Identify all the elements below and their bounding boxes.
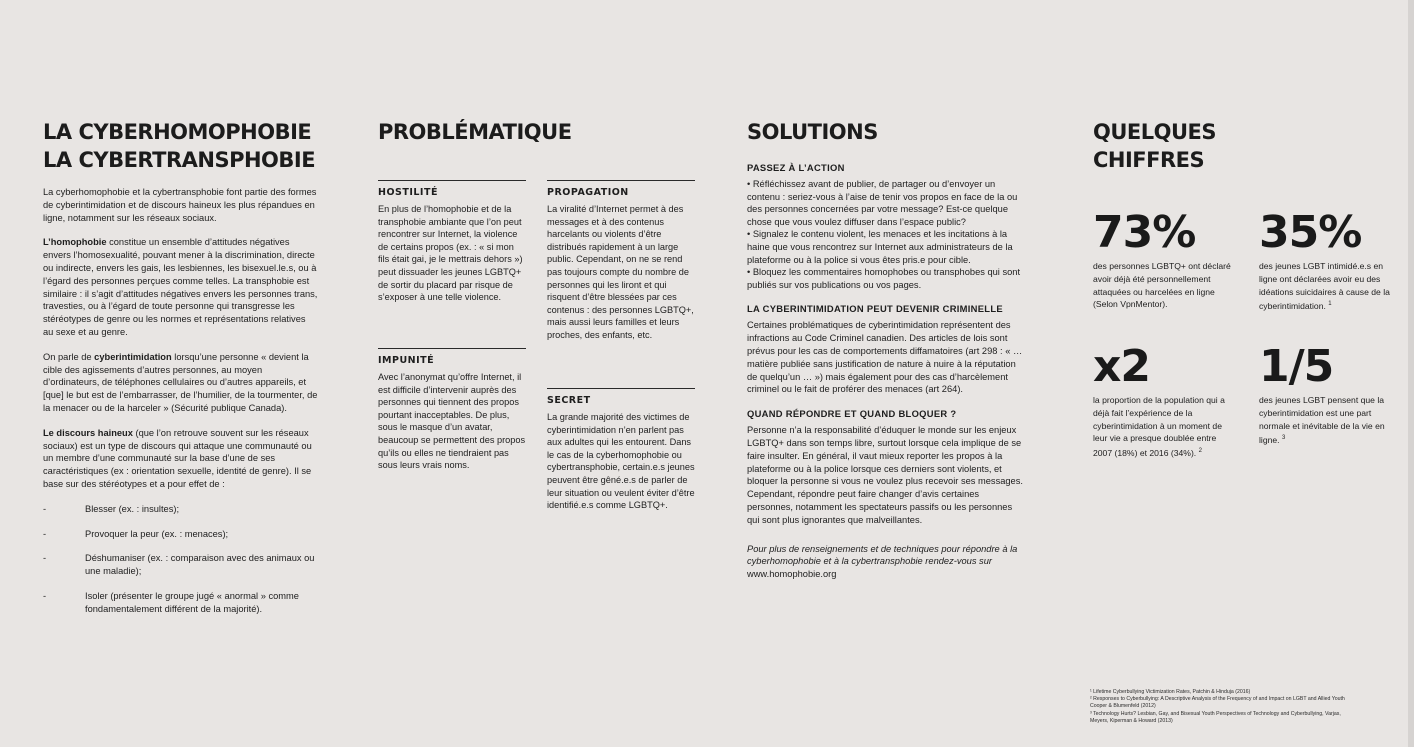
discours-paragraph: [43, 427, 318, 491]
impunite-block: [378, 348, 526, 472]
note-text: Pour plus de renseignements et de techniques pour répondre à la cyberhomophobie et à la cybertransphobie rendez-vous sur: [747, 543, 1018, 567]
secret-block: [547, 388, 695, 512]
action-section: [747, 162, 1025, 291]
col1-title-line2: LA CYBERTRANSPHOBIE: [43, 148, 316, 172]
stat-value: 73%: [1093, 207, 1196, 258]
stat-value: 35%: [1259, 207, 1362, 258]
column-cyberhomophobie: [43, 118, 318, 628]
stat-description: des personnes LGBTQ+ ont déclaré avoir déjà été personnellement attaquées ou harcelées en ligne (Selon VpnMentor).: [1093, 261, 1231, 310]
stat-text: [1259, 394, 1399, 447]
stat-description: des jeunes LGBT intimidé.e.s en ligne ont déclarées avoir eu des idéations suicidaires à cause de la cyberintimidation.: [1259, 261, 1390, 312]
impunite-title: IMPUNITÉ: [378, 355, 435, 366]
list-item: [43, 528, 318, 541]
criminelle-section: [747, 303, 1025, 396]
effects-list: [43, 503, 318, 616]
stat-block: [1093, 341, 1233, 460]
list-item-text: Provoquer la peur (ex. : menaces);: [85, 528, 229, 539]
secret-text: La grande majorité des victimes de cyberintimidation n’en parlent pas aux adultes qui les entourent. Dans le cas de la cyberhomophobie ou cybertransphobie, certain.e.s jeunes peuvent être gêné.e.s de parler de leur situation ou veulent éviter d’être identifié.e.s comme LGBTQ+.: [547, 412, 695, 511]
footnote-ref: 3: [1281, 435, 1286, 442]
col2-title: PROBLÉMATIQUE: [378, 120, 572, 144]
col4-title-line2: CHIFFRES: [1093, 148, 1205, 172]
propagation-text: La viralité d’Internet permet à des messages et à des contenus harcelants ou violents d’être distribués rapidement à un large public. Cependant, on ne se rend pas toujours compte du nombre de personnes qui les liront et qui risquent d’être blessées par ces contenus : des personnes LGBTQ+, mais aussi leurs familles et leurs proches, des enfants, etc.: [547, 204, 694, 340]
discours-text: (que l’on retrouve souvent sur les réseaux sociaux) est un type de discours qui attaque une communauté ou un membre d’une communauté sur la base d’une de ses caractéristiques (ex : orientation sexuelle, identité de genre). Il se base sur des stéréotypes et a pour effet de :: [43, 427, 312, 489]
list-item-text: Déshumaniser (ex. : comparaison avec des animaux ou une maladie);: [85, 553, 315, 577]
list-item: [43, 552, 318, 578]
hostilite-text: En plus de l’homophobie et de la transphobie ambiante que l’on peut rencontrer sur Internet, la violence de certains propos (ex. : « si mon fils était gai, je le mettrais dehors ») peut dissuader les jeunes LGBTQ+ de sortir du placard par risque de s’exposer à une telle violence.: [378, 204, 523, 303]
impunite-text: Avec l’anonymat qu’offre Internet, il est difficile d’intervenir auprès des personnes qui tiennent des propos pourtant inacceptables. De plus, sous le masque d’un avatar, beaucoup se permettent des propos qu’ils ou elles ne tiendraient pas sous leurs vrais noms.: [378, 372, 526, 471]
footnote: ¹ Lifetime Cyberbullying Victimization Rates, Patchin & Hinduja (2016): [1090, 689, 1251, 695]
list-dash: -: [43, 503, 47, 514]
stat-block: [1259, 207, 1399, 313]
intro-paragraph: La cyberhomophobie et la cybertransphobie font partie des formes de cyberintimidation et de discours haineux les plus répandues en ligne, notamment sur les réseaux sociaux.: [43, 187, 317, 223]
stat-description: des jeunes LGBT pensent que la cyberintimidation est une part normale et inévitable de la vie en ligne.: [1259, 395, 1385, 446]
repondre-section: [747, 408, 1025, 526]
homophobie-term: L’homophobie: [43, 237, 107, 248]
discours-term: Le discours haineux: [43, 427, 133, 438]
footnote: ³ Technology Hurts? Lesbian, Gay, and Bisexual Youth Perspectives of Technology and Cyberbullying, Varjas, Meyers, Kiperman & Howard (2013): [1090, 710, 1341, 724]
list-dash: -: [43, 553, 47, 564]
cyber-pre: On parle de: [43, 351, 95, 362]
list-dash: -: [43, 528, 47, 539]
list-item-text: Blesser (ex. : insultes);: [85, 503, 180, 514]
propagation-title: PROPAGATION: [547, 187, 629, 198]
stat-description: la proportion de la population qui a déjà fait l’expérience de la cyberintimidation à un moment de leur vie a presque doublée entre 2007 (18%) et 2016 (34%).: [1093, 395, 1225, 459]
list-item: • Bloquez les commentaires homophobes ou transphobes qui sont publiés sur vos publications ou vos pages.: [747, 267, 1021, 290]
cyber-text: lorsqu’une personne « devient la cible des agissements d’autres personnes, au moyen d’ordinateurs, de téléphones cellulaires ou d’autres appareils, et [que] le but est de l’embarrasser, de l’humilier, de la tourmenter, de la menacer ou de la harceler » (Sécurité publique Canada).: [43, 351, 318, 413]
list-item: [43, 590, 318, 616]
column-problematique: [378, 118, 698, 511]
stat-block: [1259, 341, 1399, 447]
stat-text: [1093, 394, 1233, 460]
stat-value: x2: [1093, 341, 1150, 392]
col3-title: SOLUTIONS: [747, 120, 878, 144]
col1-title-line1: LA CYBERHOMOPHOBIE: [43, 120, 312, 144]
homophobie-paragraph: [43, 236, 318, 338]
column-chiffres: [1093, 118, 1393, 459]
repondre-title: QUAND RÉPONDRE ET QUAND BLOQUER ?: [747, 408, 957, 420]
criminelle-title: LA CYBERINTIMIDATION PEUT DEVENIR CRIMINELLE: [747, 303, 1003, 315]
footnote: ² Responses to Cyberbullying: A Descriptive Analysis of the Frequency of and Impact on LGBT and Allied Youth Cooper & Blumenfeld (2012): [1090, 696, 1345, 710]
propagation-block: [547, 180, 695, 342]
criminelle-text: Certaines problématiques de cyberintimidation représentent des infractions au Code Criminel canadien. Des articles de lois sont prévus pour les cas de comportements diffamatoires (art 298 : « … matière publiée sans justification de nature à nuire à la réputation de quelqu’un … ») mais également pour des cas d’harcèlement criminel ou le fait de proférer des menaces (art 264).: [747, 320, 1023, 395]
homophobie-text: constitue un ensemble d’attitudes négatives envers l’homosexualité, pouvant mener à la discrimination, directe ou indirecte, envers les gais, les lesbiennes, les bisexuel.le.s, ou à l’égard des personnes perçues comme telles. La transphobie est similaire : il s’agit d’attitudes négatives envers les personnes trans, travesties, ou à l’égard de toute personne qui transgresse les stéréotypes de genre ou les normes et représentations relatives au sexe et au genre.: [43, 237, 318, 337]
stat-text: [1093, 260, 1233, 311]
footnotes: [1090, 689, 1355, 725]
stat-block: [1093, 207, 1233, 311]
list-item: • Réfléchissez avant de publier, de partager ou d’envoyer un contenu : seriez-vous à l’aise de tenir vos propos en face de la ou des personnes concernées par votre message? Est-ce quelque chose que vous voulez diffuser dans l’espace public?: [747, 179, 1018, 227]
hostilite-title: HOSTILITÉ: [378, 187, 438, 198]
list-item: [43, 503, 318, 516]
stat-text: [1259, 260, 1399, 313]
secret-title: SECRET: [547, 395, 591, 406]
action-title: PASSEZ À L’ACTION: [747, 162, 845, 173]
list-item-text: Isoler (présenter le groupe jugé « anormal » comme fondamentalement différent de la majorité).: [85, 590, 299, 614]
hostilite-block: [378, 180, 526, 304]
page-fold: [1408, 0, 1414, 747]
repondre-text: Personne n’a la responsabilité d’éduquer le monde sur les enjeux LGBTQ+ dans son temps libre, surtout lorsque cela implique de se faire insulter. En général, il vaut mieux reporter les propos à la plateforme ou à la police lorsque ces derniers sont violents, et bloquer la personne si vous ne voulez plus recevoir ses messages. Cependant, répondre peut faire changer d’avis certaines personnes, notamment les spectateurs passifs ou les personnes qui sont plus ignorantes que malveillantes.: [747, 425, 1023, 525]
col4-title-line1: QUELQUES: [1093, 120, 1217, 144]
cyberintimidation-paragraph: [43, 351, 318, 415]
action-list: [747, 178, 1025, 291]
footnote-ref: 1: [1328, 301, 1332, 308]
stat-value: 1/5: [1259, 341, 1334, 392]
more-info-note: [747, 543, 1025, 581]
website-link[interactable]: www.homophobie.org: [747, 568, 837, 579]
footnote-ref: 2: [1198, 448, 1202, 455]
cyberintimidation-term: cyberintimidation: [94, 351, 172, 362]
list-dash: -: [43, 590, 47, 601]
column-solutions: [747, 118, 1025, 580]
list-item: • Signalez le contenu violent, les menaces et les incitations à la haine que vous rencontrez sur Internet aux administrateurs de la plateforme ou à la police si vous êtes pris.e pour cible.: [747, 229, 1013, 265]
